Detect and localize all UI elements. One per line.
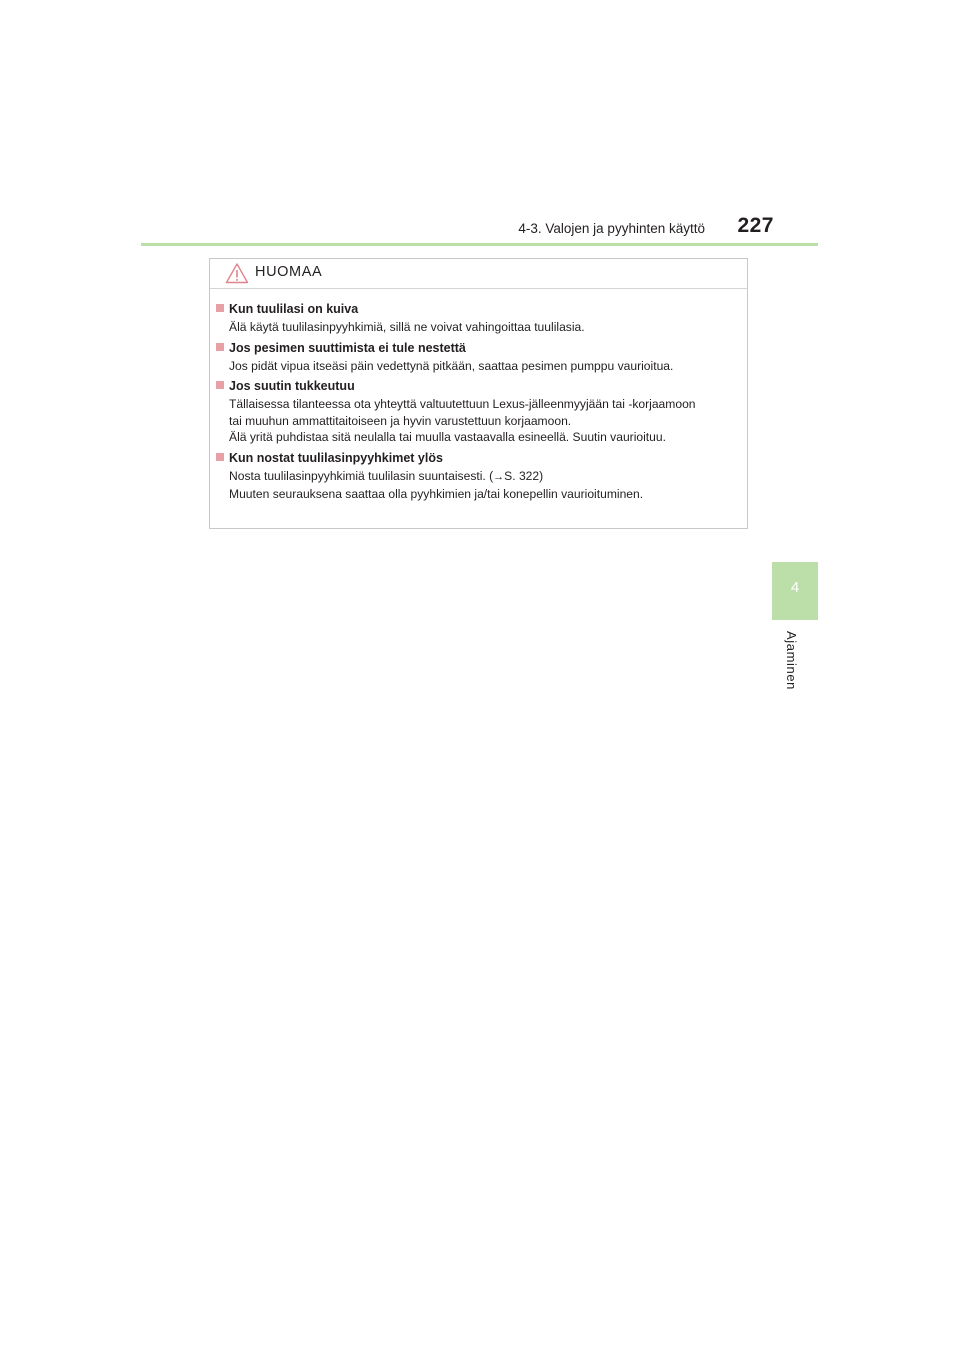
body-line: Muuten seurauksena saattaa olla pyyhkimien ja/tai konepellin vaurioituminen. <box>229 486 644 501</box>
body-line: Älä yritä puhdistaa sitä neulalla tai muulla vastaavalla esineellä. Suutin vaurioituu. <box>229 430 666 445</box>
header-rule <box>141 243 818 246</box>
body-text: Nosta tuulilasinpyyhkimiä tuulilasin suuntaisesti. ( <box>229 468 494 483</box>
notice-header <box>210 259 747 289</box>
section-title-text: Kun tuulilasi on kuiva <box>229 302 359 316</box>
notice-section <box>216 376 744 446</box>
notice-box <box>209 258 748 529</box>
section-title <box>216 376 744 397</box>
notice-section <box>216 338 744 375</box>
square-bullet-icon <box>216 343 224 351</box>
section-body <box>216 358 744 375</box>
section-title-text: Jos pesimen suuttimista ei tule nestettä <box>229 340 466 355</box>
square-bullet-icon <box>216 304 224 312</box>
section-title <box>216 448 744 469</box>
warning-triangle-icon <box>225 262 249 284</box>
chapter-tab <box>772 562 818 620</box>
section-body <box>216 396 744 446</box>
notice-section <box>216 448 744 502</box>
section-title-text: Kun nostat tuulilasinpyyhkimet ylös <box>229 450 443 465</box>
body-line: Jos pidät vipua itseäsi päin vedettynä pitkään, saattaa pesimen pumppu vaurioitua. <box>229 358 674 373</box>
chapter-tab-number: 4 <box>790 579 800 596</box>
arrow-right-icon: → <box>493 470 505 483</box>
notice-sections <box>216 299 744 504</box>
square-bullet-icon <box>216 453 224 461</box>
section-body <box>216 468 744 502</box>
section-body <box>216 319 744 336</box>
header-section-title: 4-3. Valojen ja pyyhinten käyttö <box>518 221 705 236</box>
body-line: tai muuhun ammattitaitoiseen ja hyvin varustettuun korjaamoon. <box>229 413 572 428</box>
section-title <box>216 299 744 320</box>
page-number: 227 <box>737 214 774 237</box>
section-title-text: Jos suutin tukkeutuu <box>229 379 355 394</box>
body-line-with-reference <box>229 468 744 486</box>
notice-title: HUOMAA <box>255 264 323 280</box>
chapter-side-label: Ajaminen <box>784 631 799 690</box>
body-line: Tällaisessa tilanteessa ota yhteyttä valtuutettuun Lexus-jälleenmyyjään tai -korjaamoon <box>229 397 696 412</box>
page-reference-link[interactable]: S. 322) <box>504 468 544 483</box>
notice-section <box>216 299 744 336</box>
square-bullet-icon <box>216 381 224 389</box>
body-line: Älä käytä tuulilasinpyyhkimiä, sillä ne voivat vahingoittaa tuulilasia. <box>229 320 585 334</box>
section-title <box>216 338 744 359</box>
